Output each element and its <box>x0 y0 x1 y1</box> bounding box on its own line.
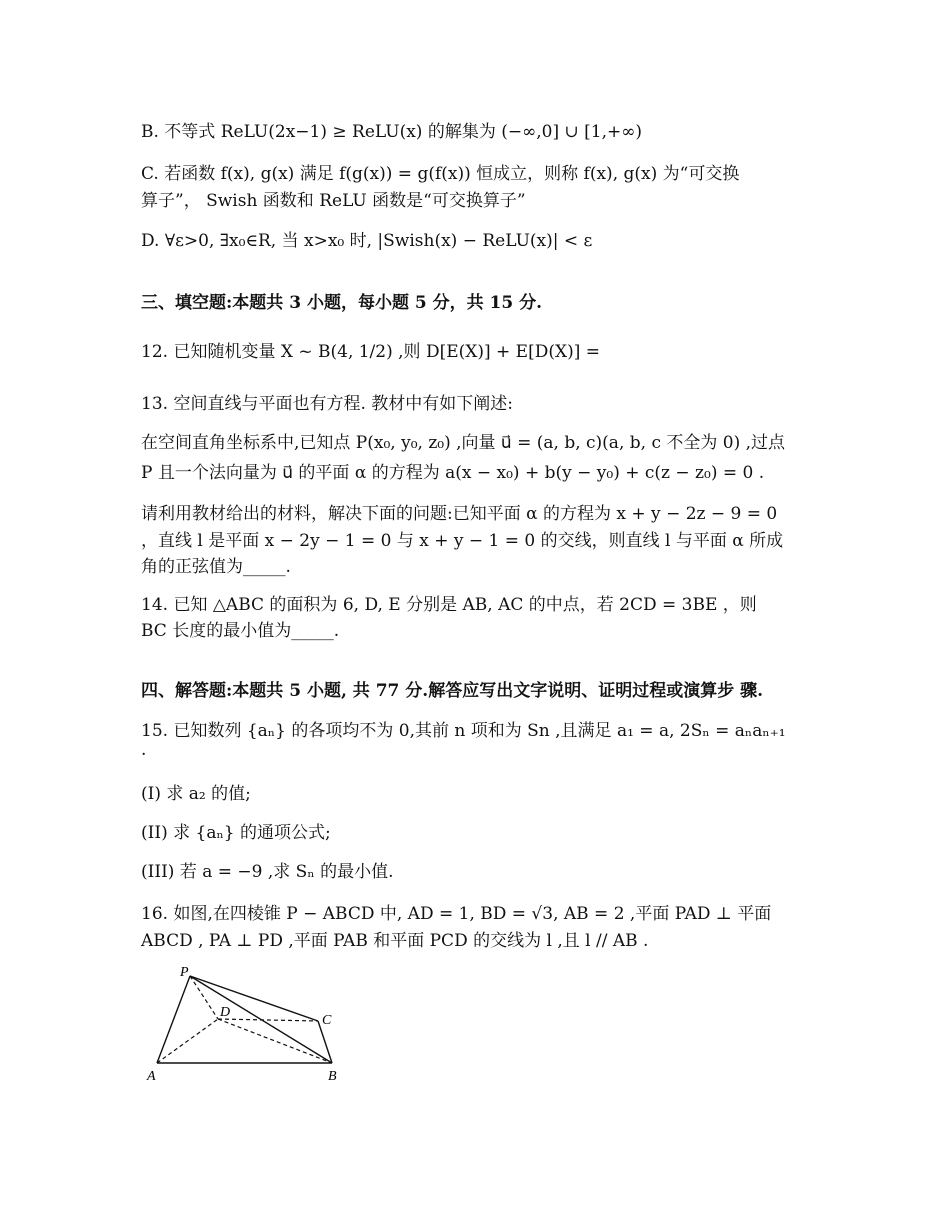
question-13: 13. 空间直线与平面也有方程. 教材中有如下阐述: <box>141 394 513 414</box>
question-13-problem-line1: 请利用教材给出的材料，解决下面的问题:已知平面 α 的方程为 x + y − 2z − 9 = 0 <box>141 504 778 524</box>
question-13-text-line2: P 且一个法向量为 u⃗ 的平面 α 的方程为 a(x − x₀) + b(y − y₀) + c(z − z₀) = 0 . <box>141 463 765 483</box>
edge-pd <box>190 976 218 1019</box>
question-12: 12. 已知随机变量 X ~ B(4, 1/2) ,则 D[E(X)] + E[D(X)] = <box>141 342 600 362</box>
question-16-line2: ABCD , PA ⊥ PD ,平面 PAB 和平面 PCD 的交线为 l ,且 l // AB . <box>141 931 649 951</box>
option-d: D. ∀ε>0, ∃x₀∈R, 当 x>x₀ 时, |Swish(x) − ReLU(x)| < ε <box>141 231 593 251</box>
edge-pa <box>157 976 190 1063</box>
question-14-line1: 14. 已知 △ABC 的面积为 6, D, E 分别是 AB, AC 的中点，若 2CD = 3BE ，则 <box>141 595 757 615</box>
question-15: 15. 已知数列 {aₙ} 的各项均不为 0,其前 n 项和为 Sn ,且满足 a₁ = a, 2Sₙ = aₙaₙ₊₁ <box>141 721 786 741</box>
question-13-text-line1: 在空间直角坐标系中,已知点 P(x₀, y₀, z₀) ,向量 u⃗ = (a, b, c)(a, b, c 不全为 0) ,过点 <box>141 433 786 453</box>
question-16-line1: 16. 如图,在四棱锥 P − ABCD 中, AD = 1, BD = √3, AB = 2 ,平面 PAD ⊥ 平面 <box>141 904 772 924</box>
section-4-heading: 四、解答题:本题共 5 小题, 共 77 分.解答应写出文字说明、证明过程或演算步 骤. <box>141 681 764 701</box>
question-13-problem-line3: 角的正弦值为_____. <box>141 557 291 577</box>
option-b: B. 不等式 ReLU(2x−1) ≥ ReLU(x) 的解集为 (−∞,0] ∪ [1,+∞) <box>141 122 643 142</box>
label-a: A <box>147 1069 156 1084</box>
option-c-line1: C. 若函数 f(x), g(x) 满足 f(g(x)) = g(f(x)) 恒成立，则称 f(x), g(x) 为“可交换 <box>141 164 740 184</box>
label-c: C <box>322 1013 332 1028</box>
edge-db <box>218 1019 332 1063</box>
pyramid-diagram <box>138 962 348 1087</box>
question-15-part-3: (III) 若 a = −9 ,求 Sₙ 的最小值. <box>141 862 394 882</box>
edge-dc <box>218 1019 318 1021</box>
question-13-problem-line2: ，直线 l 是平面 x − 2y − 1 = 0 与 x + y − 1 = 0 的交线，则直线 l 与平面 α 所成 <box>141 531 784 551</box>
section-3-heading: 三、填空题:本题共 3 小题，每小题 5 分，共 15 分. <box>141 293 543 313</box>
question-14-line2: BC 长度的最小值为_____. <box>141 621 340 641</box>
option-c-line2: 算子”， Swish 函数和 ReLU 函数是“可交换算子” <box>141 191 526 211</box>
edge-ad <box>157 1019 218 1063</box>
question-15-part-1: (I) 求 a₂ 的值; <box>141 784 251 804</box>
edge-pc <box>190 976 318 1021</box>
pyramid-figure <box>138 962 348 1087</box>
question-15-dot: . <box>141 740 147 760</box>
question-15-part-2: (II) 求 {aₙ} 的通项公式; <box>141 823 331 843</box>
label-d: D <box>220 1005 231 1020</box>
label-b: B <box>328 1069 337 1084</box>
label-p: P <box>180 965 189 980</box>
